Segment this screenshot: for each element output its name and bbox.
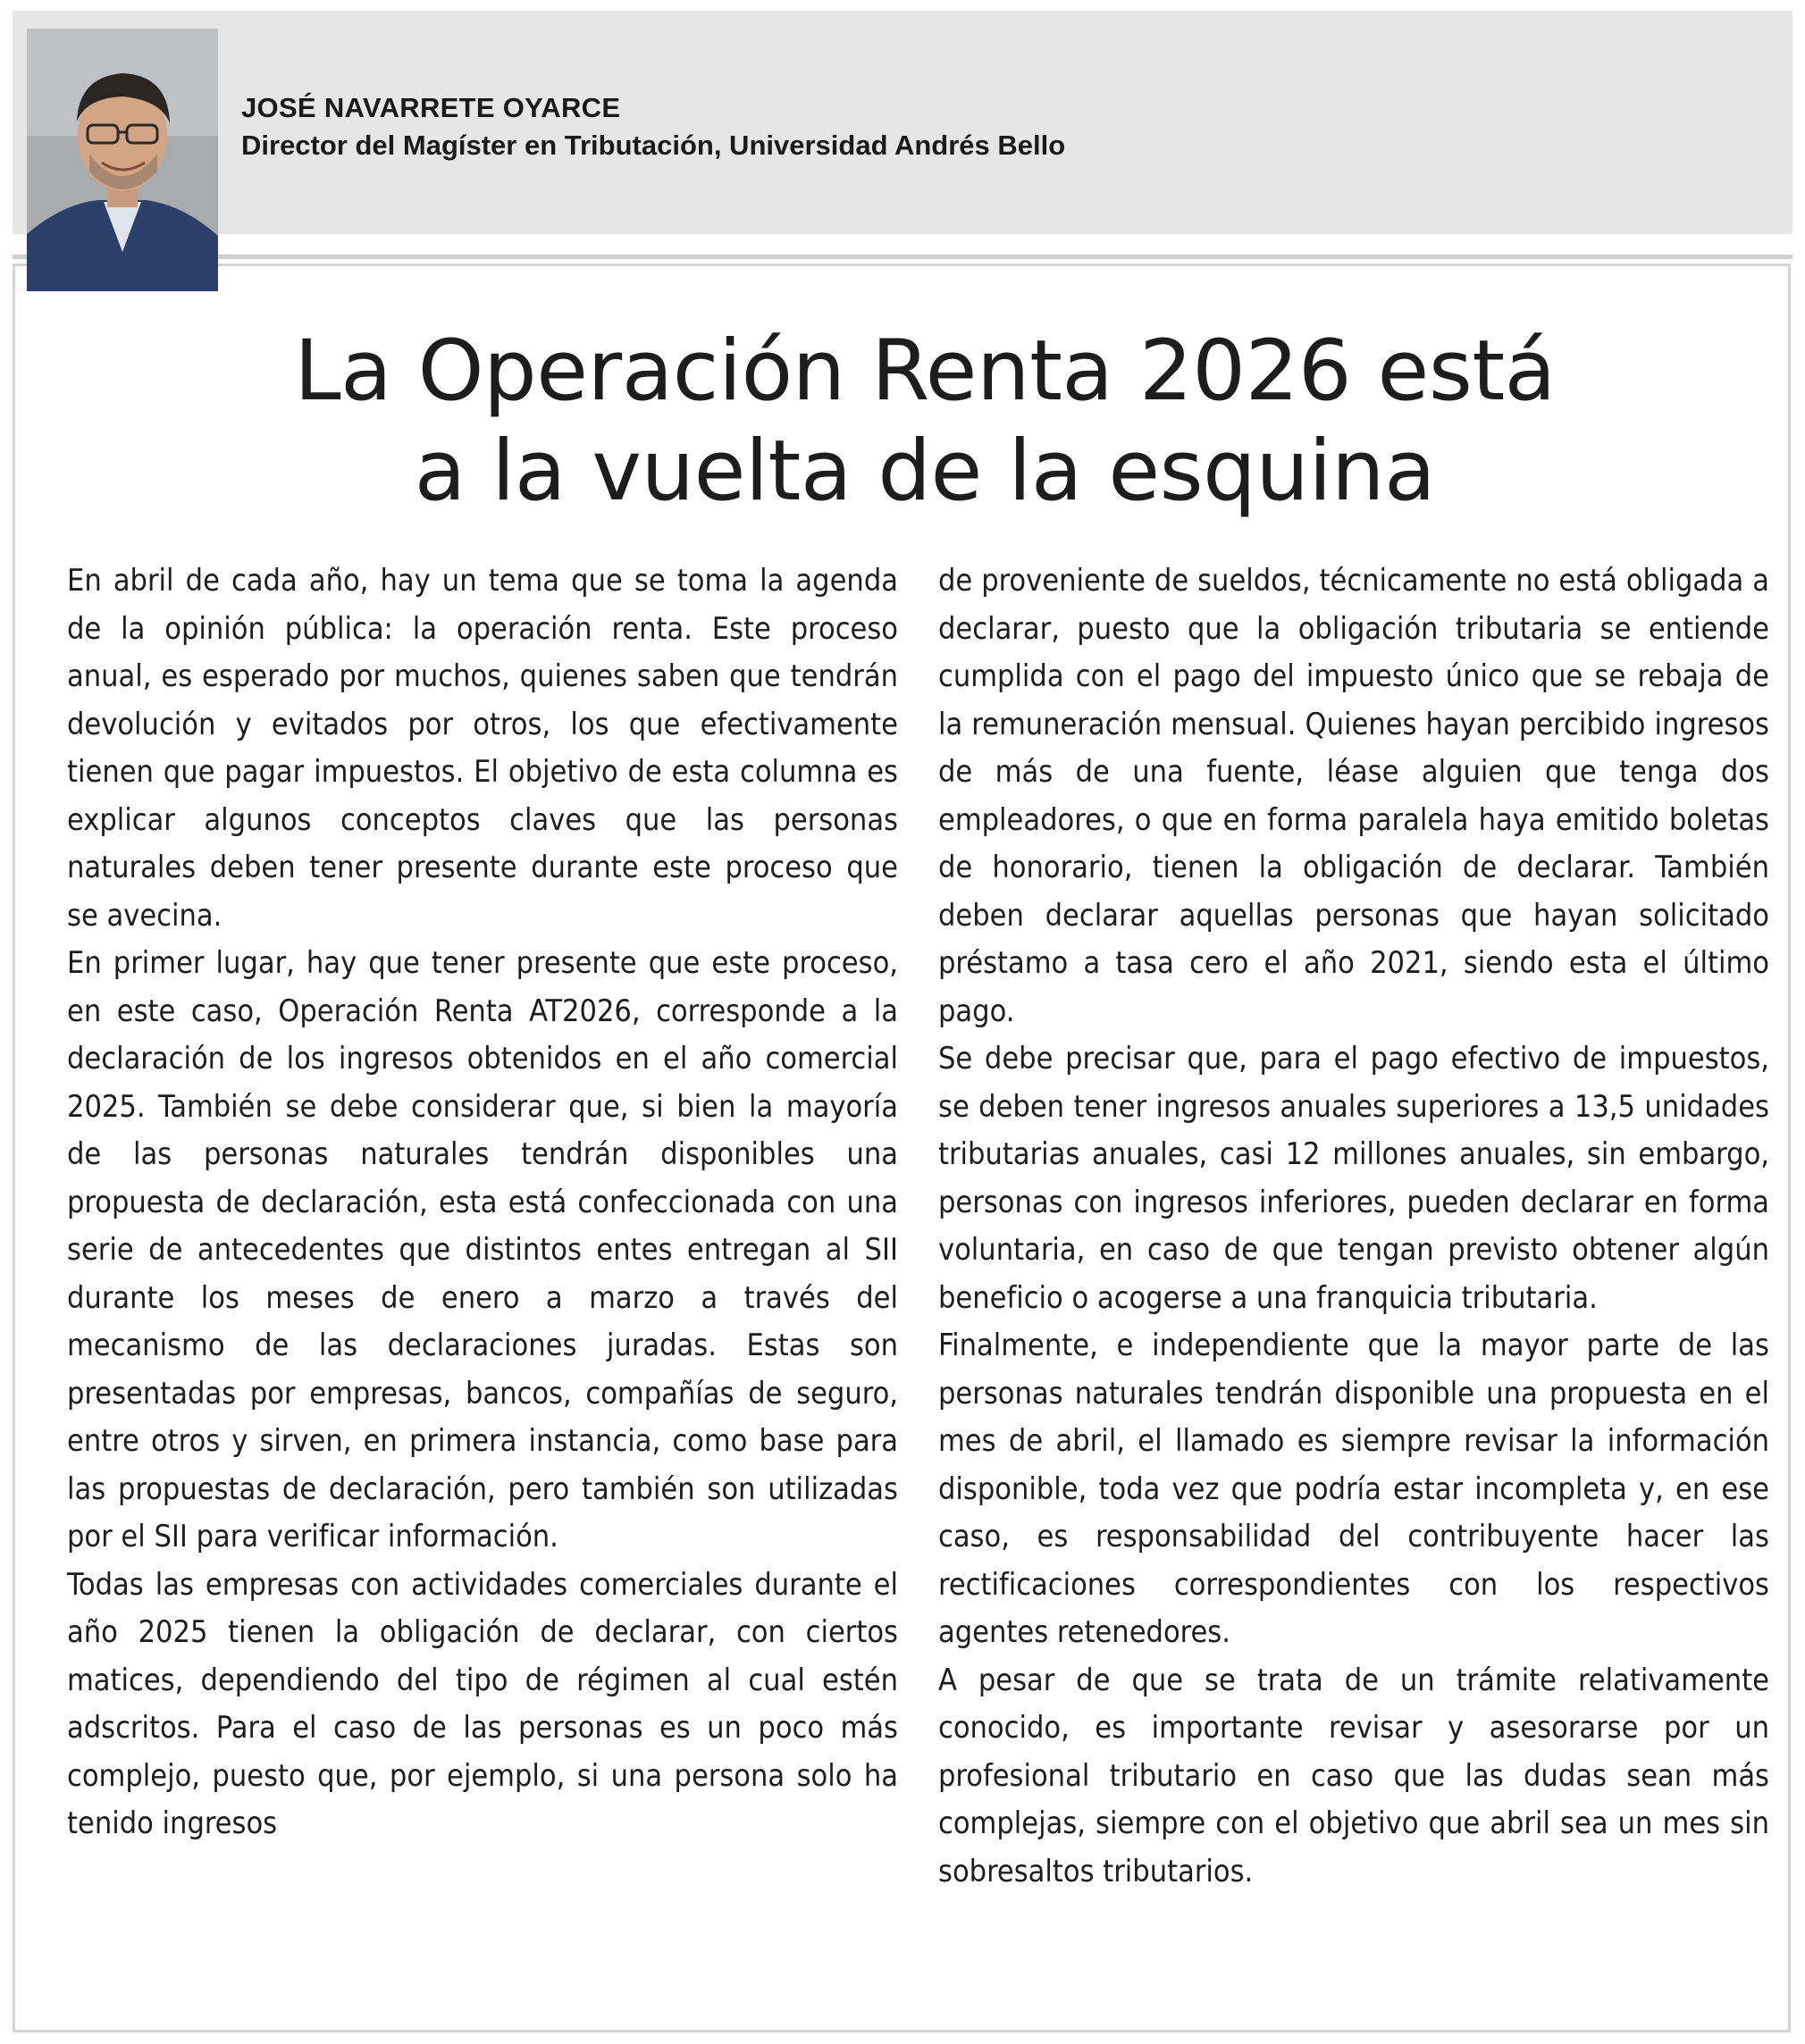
paragraph: A pesar de que se trata de un trámite relativamente conocido, es importante revisar y asesorarse por un profesional tributario en caso que las dudas sean más complejas, siempre con el objetivo que abril sea un mes sin sobresaltos tributarios. <box>938 1662 1769 1889</box>
paragraph: Todas las empresas con actividades comerciales durante el año 2025 tienen la obligación de declarar, con ciertos matices, dependiendo del tipo de régimen al cual estén adscritos. Para el caso de las personas es un poco más complejo, puesto que, por ejemplo, si una persona solo ha tenido ingresos <box>67 1566 898 1841</box>
author-byline <box>241 89 1065 164</box>
paragraph: Finalmente, e independiente que la mayor parte de las personas naturales tendrán disponible una propuesta en el mes de abril, el llamado es siempre revisar la información disponible, toda vez que podría estar incompleta y, en ese caso, es responsabilidad del contribuyente hacer las rectificaciones correspondientes con los respectivos agentes retenedores. <box>938 1328 1769 1650</box>
author-portrait-icon <box>27 29 218 291</box>
paragraph: Se debe precisar que, para el pago efectivo de impuestos, se deben tener ingresos anuales superiores a 13,5 unidades tributarias anuales, casi 12 millones anuales, sin embargo, personas con ingresos inferiores, pueden declarar en forma voluntaria, en caso de que tengan previsto obtener algún beneficio o acogerse a una franquicia tributaria. <box>938 1041 1769 1316</box>
headline-line-2: a la vuelta de la esquina <box>414 423 1436 520</box>
header-divider <box>13 255 1792 259</box>
article-column-left <box>67 557 898 2005</box>
author-role: Director del Magíster en Tributación, Universidad Andrés Bello <box>241 130 1066 161</box>
paragraph: En primer lugar, hay que tener presente que este proceso, en este caso, Operación Renta AT2026, corresponde a la declaración de los ingresos obtenidos en el año comercial 2025. También se debe considerar que, si bien la mayoría de las personas naturales tendrán disponibles una propuesta de declaración, esta está confeccionada con una serie de antecedentes que distintos entes entregan al SII durante los meses de enero a marzo a través del mecanismo de las declaraciones juradas. Estas son presentadas por empresas, bancos, compañías de seguro, entre otros y sirven, en primera instancia, como base para las propuestas de declaración, pero también son utilizadas por el SII para verificar información. <box>67 945 898 1554</box>
paragraph: de proveniente de sueldos, técnicamente no está obligada a declarar, puesto que la obligación tributaria se entiende cumplida con el pago del impuesto único que se rebaja de la remuneración mensual. Quienes hayan percibido ingresos de más de una fuente, léase alguien que tenga dos empleadores, o que en forma paralela haya emitido boletas de honorario, tienen la obligación de declarar. También deben declarar aquellas personas que hayan solicitado préstamo a tasa cero el año 2021, siendo esta el último pago. <box>938 563 1769 1029</box>
headline-line-1: La Operación Renta 2026 está <box>294 323 1556 420</box>
author-name: JOSÉ NAVARRETE OYARCE <box>241 92 621 123</box>
paragraph: En abril de cada año, hay un tema que se toma la agenda de la opinión pública: la operación renta. Este proceso anual, es esperado por muchos, quienes saben que tendrán devolución y evitados por otros, los que efectivamente tienen que pagar impuestos. El objetivo de esta columna es explicar algunos conceptos claves que las personas naturales deben tener presente durante este proceso que se avecina. <box>67 563 898 934</box>
article-headline <box>107 322 1742 522</box>
article-column-right <box>938 557 1769 2005</box>
article-body <box>67 557 1769 2005</box>
